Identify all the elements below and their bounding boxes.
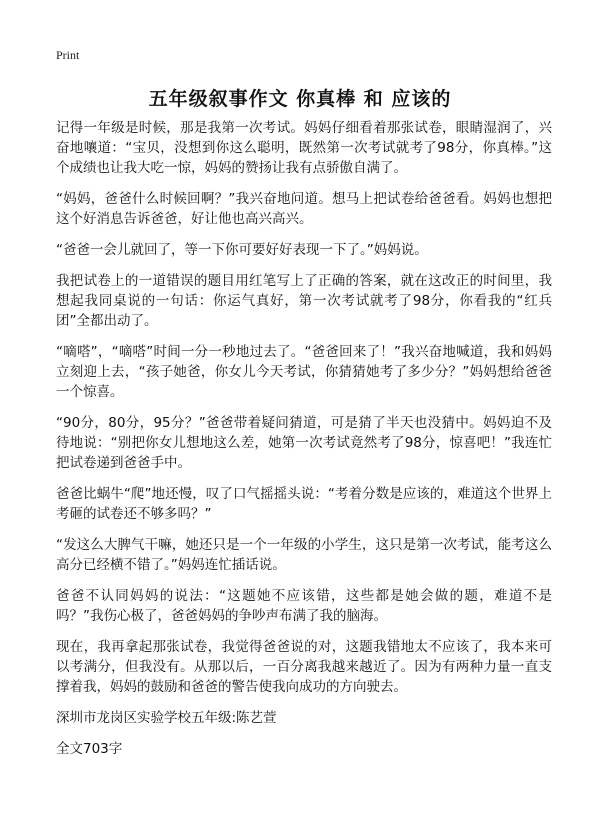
paragraph: “90分，80分，95分？”爸爸带着疑问猜道，可是猜了半天也没猜中。妈妈迫不及待地说：“别把你女儿想地这么差，她第一次考试竟然考了98分，惊喜吧！”我连忙把试卷递到爸爸手中。 [56, 415, 552, 471]
paragraph: 爸爸比蜗牛“爬”地还慢，叹了口气摇摇头说：“考着分数是应该的，难道这个世界上考砸的试卷还不够多吗？” [56, 486, 552, 522]
paragraph: 爸爸不认同妈妈的说法：“这题她不应该错，这些都是她会做的题，难道不是吗？”我伤心极了，爸爸妈妈的争吵声布满了我的脑海。 [56, 588, 552, 624]
paragraph: 记得一年级是时候，那是我第一次考试。妈妈仔细看着那张试卷，眼睛湿润了，兴奋地嚷道：“宝贝，没想到你这么聪明，既然第一次考试就考了98分，你真棒。”这个成绩也让我大吃一惊，妈妈的赞扬让我有点骄傲自满了。 [56, 120, 552, 176]
paragraph: 我把试卷上的一道错误的题目用红笔写上了正确的答案，就在这改正的时间里，我想起我同桌说的一句话：你运气真好，第一次考试就考了98分，你看我的“红兵团”全都出动了。 [56, 273, 552, 329]
word-count: 全文703字 [56, 741, 123, 757]
paragraph: 现在，我再拿起那张试卷，我觉得爸爸说的对，这题我错地太不应该了，我本来可以考满分，但我没有。从那以后，一百分离我越来越近了。因为有两种力量一直支撑着我，妈妈的鼓励和爸爸的警告使我向成功的方向驶去。 [56, 639, 552, 695]
paragraph: “妈妈，爸爸什么时候回啊？”我兴奋地问道。想马上把试卷给爸爸看。妈妈也想把这个好消息告诉爸爸，好让他也高兴高兴。 [56, 191, 552, 227]
paragraph: “发这么大脾气干嘛，她还只是一个一年级的小学生，这只是第一次考试，能考这么高分已经横不错了。”妈妈连忙插话说。 [56, 537, 552, 573]
paragraph: “嘀嗒”，“嘀嗒”时间一分一秒地过去了。“爸爸回来了！”我兴奋地喊道，我和妈妈立刻迎上去，“孩子她爸，你女儿今天考试，你猜猜她考了多少分？”妈妈想给爸爸一个惊喜。 [56, 344, 552, 400]
print-link[interactable]: Print [56, 48, 80, 62]
author-line: 深圳市龙岗区实验学校五年级:陈艺萱 [56, 710, 277, 726]
article-body [56, 118, 552, 759]
article-title: 五年级叙事作文 你真棒 和 应该的 [148, 88, 452, 110]
paragraph: “爸爸一会儿就回了，等一下你可要好好表现一下了。”妈妈说。 [56, 242, 428, 258]
